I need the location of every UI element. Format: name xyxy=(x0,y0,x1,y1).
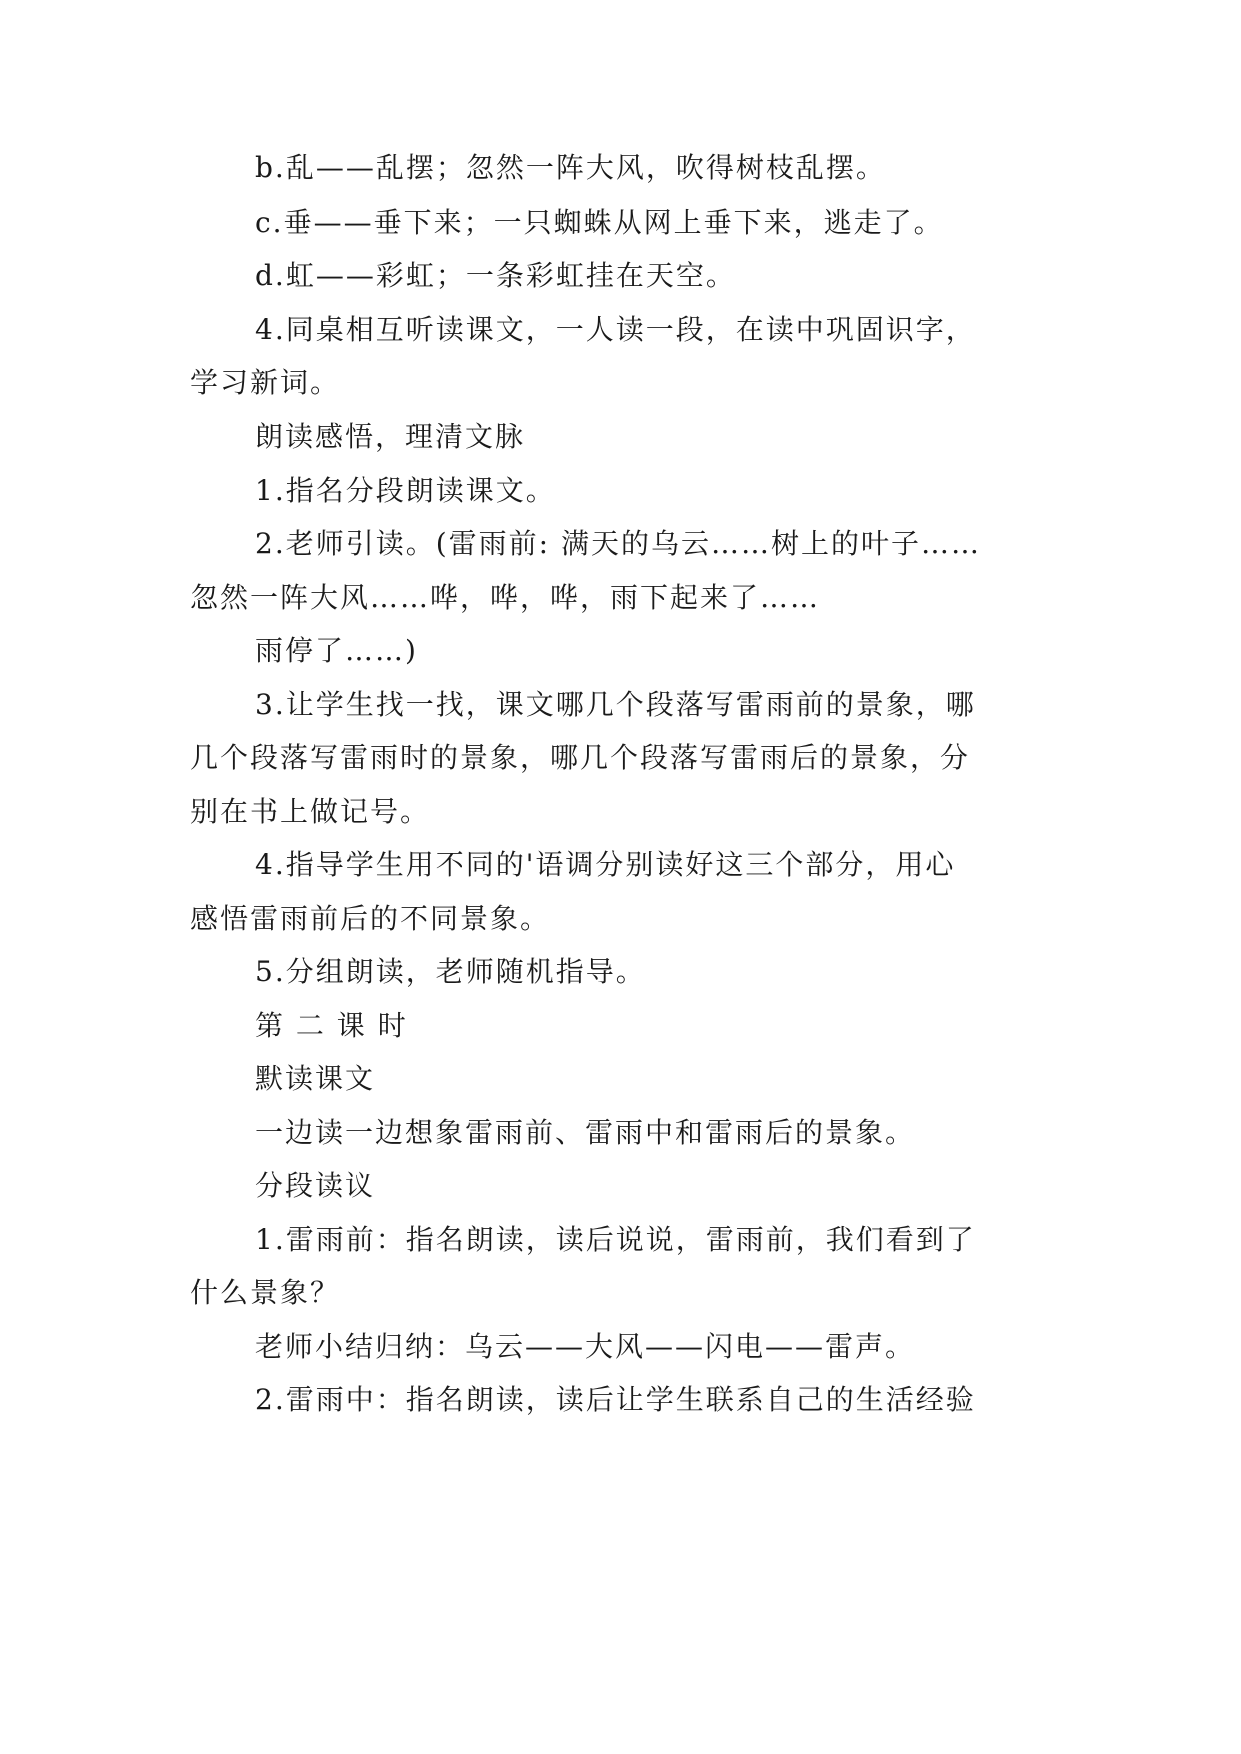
text-line: c.垂——垂下来；一只蜘蛛从网上垂下来，逃走了。 xyxy=(255,206,944,239)
text-line: 学习新词。 xyxy=(190,366,341,399)
text-line: b.乱——乱摆；忽然一阵大风，吹得树枝乱摆。 xyxy=(255,151,886,184)
text-line: 忽然一阵大风……哗，哗，哗，雨下起来了…… xyxy=(190,581,821,614)
text-line: 2.老师引读。(雷雨前: 满天的乌云……树上的叶子…… xyxy=(255,527,981,560)
section-heading: 分段读议 xyxy=(255,1169,376,1202)
text-line: 雨停了……) xyxy=(255,634,418,667)
text-line: 别在书上做记号。 xyxy=(190,795,431,828)
text-line: 老师小结归纳：乌云——大风——闪电——雷声。 xyxy=(255,1330,916,1363)
text-line: 什么景象？ xyxy=(190,1276,341,1309)
text-line: d.虹——彩虹；一条彩虹挂在天空。 xyxy=(255,259,736,292)
text-line: 5.分组朗读，老师随机指导。 xyxy=(255,955,646,988)
text-line: 几个段落写雷雨时的景象，哪几个段落写雷雨后的景象，分 xyxy=(190,741,971,774)
text-line: 4.指导学生用不同的'语调分别读好这三个部分，用心 xyxy=(255,848,956,881)
text-line: 2.雷雨中：指名朗读，读后让学生联系自己的生活经验 xyxy=(255,1383,976,1416)
text-line: 4.同桌相互听读课文，一人读一段，在读中巩固识字， xyxy=(255,313,976,346)
text-line: 1.雷雨前：指名朗读，读后说说，雷雨前，我们看到了 xyxy=(255,1223,976,1256)
text-line: 感悟雷雨前后的不同景象。 xyxy=(190,902,551,935)
section-heading: 第 二 课 时 xyxy=(255,1009,408,1042)
text-line: 一边读一边想象雷雨前、雷雨中和雷雨后的景象。 xyxy=(255,1116,916,1149)
section-heading: 默读课文 xyxy=(255,1062,376,1095)
section-heading: 朗读感悟，理清文脉 xyxy=(255,420,526,453)
text-line: 1.指名分段朗读课文。 xyxy=(255,474,556,507)
text-line: 3.让学生找一找，课文哪几个段落写雷雨前的景象，哪 xyxy=(255,688,976,721)
